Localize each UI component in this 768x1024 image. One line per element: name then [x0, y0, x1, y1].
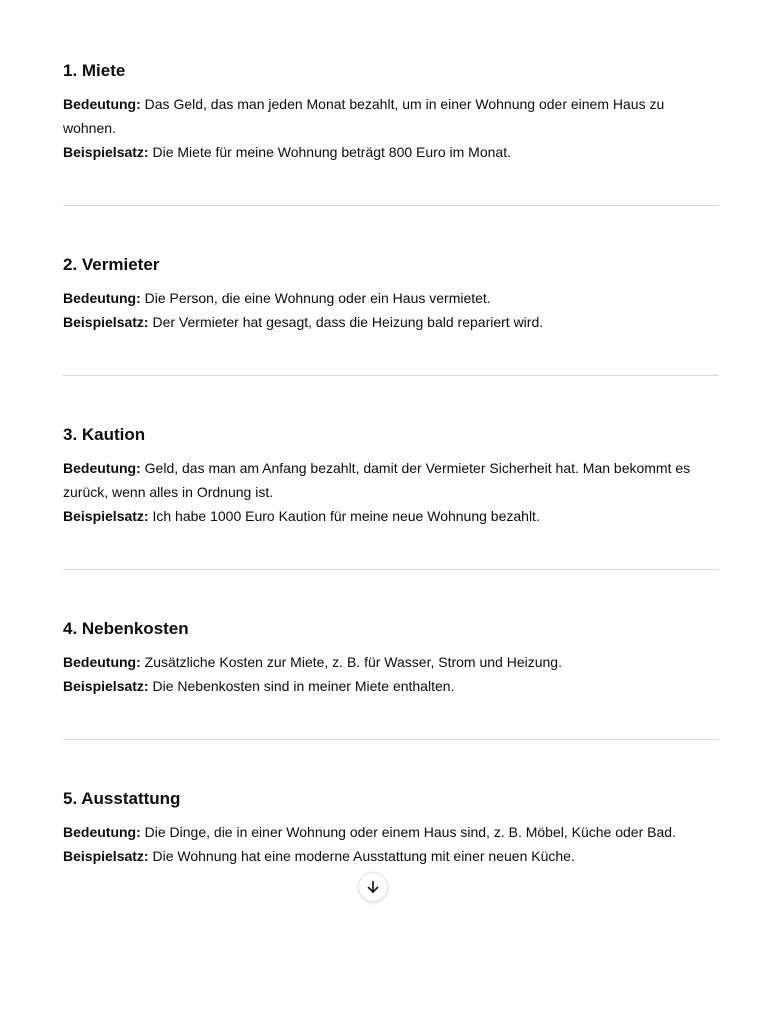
vocab-entry-vermieter [63, 252, 719, 334]
entry-title: 3. Kaution [63, 425, 146, 444]
vocab-entry-kaution [63, 422, 719, 528]
entry-example [63, 504, 719, 528]
example-label: Beispielsatz: [63, 678, 149, 694]
entry-example [63, 844, 719, 868]
example-label: Beispielsatz: [63, 314, 149, 330]
entry-meaning [63, 286, 719, 310]
entry-title: 5. Ausstattung [63, 789, 181, 808]
example-text: Die Wohnung hat eine moderne Ausstattung mit einer neuen Küche. [152, 848, 575, 864]
meaning-label: Bedeutung: [63, 654, 141, 670]
divider [63, 569, 719, 570]
example-text: Ich habe 1000 Euro Kaution für meine neue Wohnung bezahlt. [152, 508, 540, 524]
entry-meaning [63, 92, 719, 140]
meaning-text: Das Geld, das man jeden Monat bezahlt, um in einer Wohnung oder einem Haus zu wohnen. [63, 96, 665, 136]
entry-title: 4. Nebenkosten [63, 619, 189, 638]
meaning-text: Zusätzliche Kosten zur Miete, z. B. für Wasser, Strom und Heizung. [144, 654, 562, 670]
example-label: Beispielsatz: [63, 508, 149, 524]
meaning-text: Die Person, die eine Wohnung oder ein Haus vermietet. [144, 290, 491, 306]
entry-example [63, 674, 719, 698]
entry-meaning [63, 650, 719, 674]
entry-title: 1. Miete [63, 61, 126, 80]
meaning-text: Geld, das man am Anfang bezahlt, damit der Vermieter Sicherheit hat. Man bekommt es zurück, wenn alles in Ordnung ist. [63, 460, 691, 500]
entry-example [63, 310, 719, 334]
entry-title: 2. Vermieter [63, 255, 160, 274]
vocab-entry-ausstattung [63, 786, 719, 868]
vocab-entry-nebenkosten [63, 616, 719, 698]
meaning-label: Bedeutung: [63, 96, 141, 112]
scroll-down-button[interactable] [358, 872, 388, 902]
meaning-label: Bedeutung: [63, 460, 141, 476]
vocab-entry-miete [63, 58, 719, 164]
divider [63, 375, 719, 376]
example-text: Die Miete für meine Wohnung beträgt 800 Euro im Monat. [152, 144, 511, 160]
arrow-down-icon [366, 880, 380, 894]
meaning-label: Bedeutung: [63, 824, 141, 840]
entry-meaning [63, 820, 719, 844]
divider [63, 739, 719, 740]
example-text: Die Nebenkosten sind in meiner Miete enthalten. [152, 678, 455, 694]
example-label: Beispielsatz: [63, 144, 149, 160]
example-text: Der Vermieter hat gesagt, dass die Heizung bald repariert wird. [152, 314, 544, 330]
example-label: Beispielsatz: [63, 848, 149, 864]
meaning-text: Die Dinge, die in einer Wohnung oder einem Haus sind, z. B. Möbel, Küche oder Bad. [144, 824, 676, 840]
meaning-label: Bedeutung: [63, 290, 141, 306]
entry-meaning [63, 456, 719, 504]
vocabulary-list [63, 58, 719, 868]
entry-example [63, 140, 719, 164]
divider [63, 205, 719, 206]
